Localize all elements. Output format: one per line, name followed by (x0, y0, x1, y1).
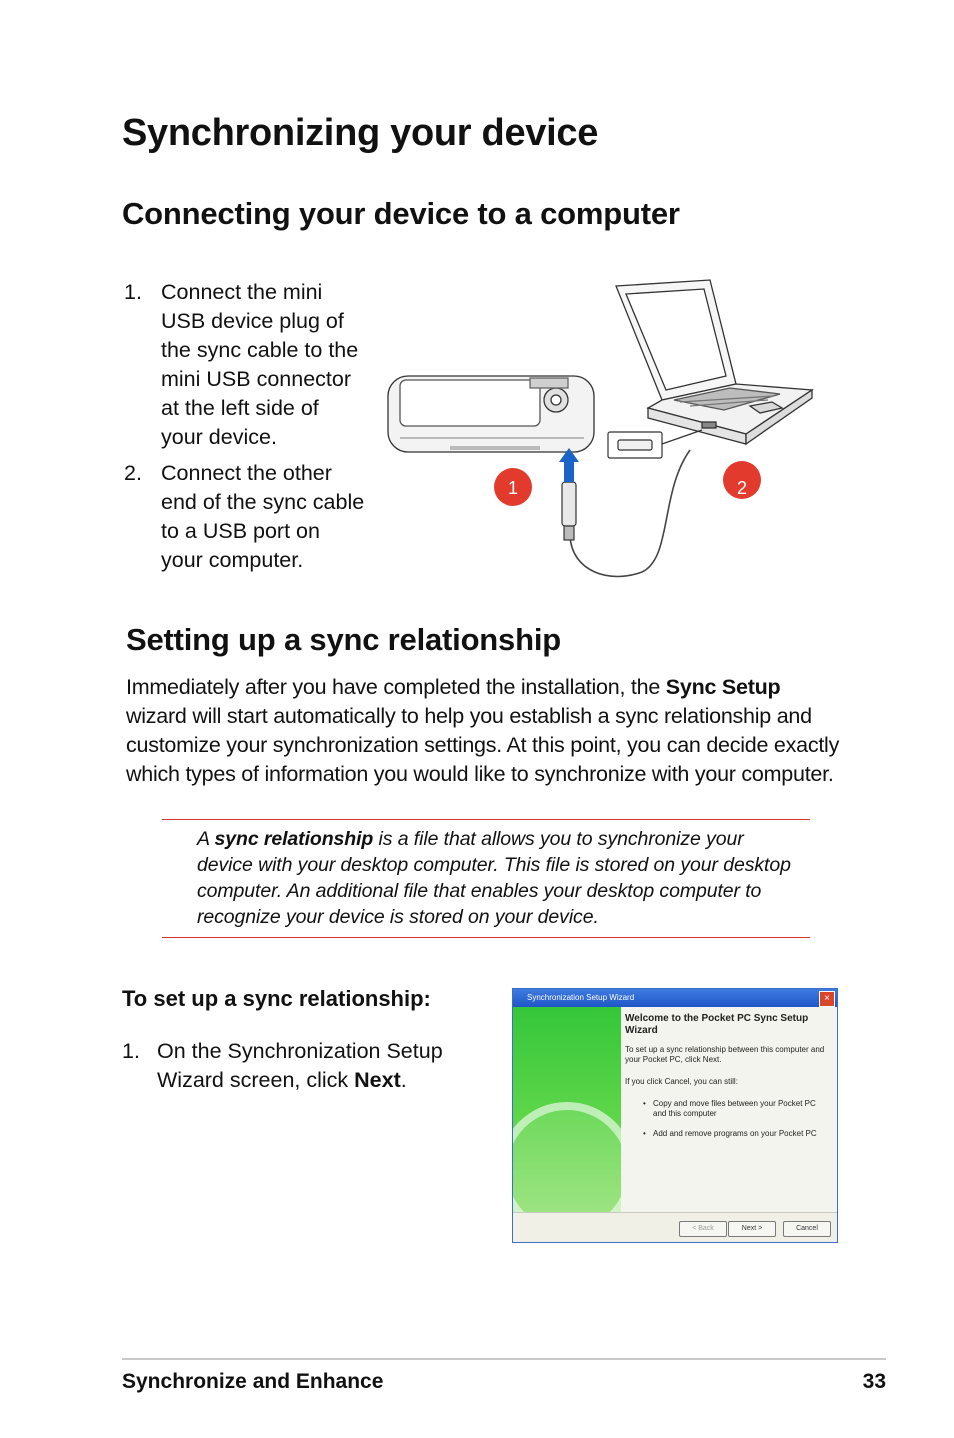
sync-setup-term: Sync Setup (665, 675, 781, 699)
close-icon: × (819, 991, 835, 1007)
sync-arrows-icon (513, 1102, 621, 1212)
paragraph-text: wizard will start automatically to help you establish a sync relationship and customize your synchronization settings. At this point, you can decide exactly which types of information you would like to synchronize with your computer. (126, 704, 840, 786)
step-number: 1. (122, 1039, 140, 1063)
section-heading-connecting: Connecting your device to a computer (122, 196, 680, 231)
wizard-button-bar (513, 1212, 837, 1243)
list-item (122, 1037, 472, 1095)
step-line: Connect the other (161, 461, 332, 485)
step-text: . (400, 1068, 407, 1092)
step-line: mini USB connector (161, 367, 351, 391)
list-item (124, 278, 374, 452)
wizard-bullet: • Copy and move files between your Pocket PC and this computer (625, 1099, 830, 1119)
connection-illustration (380, 272, 820, 588)
step-line: your computer. (161, 548, 304, 572)
step-line: end of the sync cable (161, 490, 365, 514)
connection-steps (124, 278, 374, 582)
intro-paragraph (126, 673, 846, 789)
note-bottom-rule (162, 937, 810, 938)
note-top-rule (162, 819, 810, 820)
list-item (124, 459, 374, 575)
note-text: A (197, 828, 215, 850)
footer-section-title: Synchronize and Enhance (122, 1370, 384, 1393)
step-line: Connect the mini (161, 280, 323, 304)
sync-relationship-term: sync relationship (214, 828, 374, 850)
step-line: your device. (161, 425, 277, 449)
step-line: at the left side of (161, 396, 319, 420)
section-heading-sync: Setting up a sync relationship (126, 622, 561, 657)
wizard-text: If you click Cancel, you can still: (625, 1077, 738, 1086)
definition-note (197, 826, 797, 930)
next-button: Next > (728, 1221, 776, 1237)
paragraph-text: Immediately after you have completed the installation, the (126, 675, 666, 699)
procedure-heading: To set up a sync relationship: (122, 986, 431, 1011)
wizard-content (625, 1013, 830, 1149)
step-number: 1. (124, 280, 142, 304)
page-title: Synchronizing your device (122, 112, 599, 154)
laptop-drawing (616, 280, 812, 444)
page-number: 33 (862, 1370, 886, 1393)
procedure-steps (122, 1037, 472, 1102)
cancel-button: Cancel (783, 1221, 831, 1237)
wizard-title: Synchronization Setup Wizard (527, 993, 635, 1002)
sync-cable (570, 450, 690, 577)
callout-badge-2: 2 (736, 478, 748, 498)
step-line: to a USB port on (161, 519, 320, 543)
step-line: USB device plug of (161, 309, 344, 333)
wizard-text: To set up a sync relationship between this computer and your Pocket PC, click Next. (625, 1045, 825, 1064)
callout-badge-1: 1 (507, 478, 519, 498)
sync-setup-wizard-screenshot (512, 988, 838, 1243)
back-button: < Back (679, 1221, 727, 1237)
step-text: On the Synchronization Setup Wizard screen, click (157, 1039, 443, 1092)
next-term: Next (354, 1068, 401, 1092)
wizard-side-banner (513, 1007, 621, 1212)
step-number: 2. (124, 461, 142, 485)
wizard-title-bar (513, 989, 837, 1007)
wizard-bullet: • Add and remove programs on your Pocket PC (625, 1129, 830, 1139)
insert-arrow (559, 448, 579, 482)
pocket-device-drawing (388, 376, 594, 452)
wizard-heading: Welcome to the Pocket PC Sync Setup Wizard (625, 1013, 809, 1036)
note-text: is a file that allows you to synchronize your device with your desktop computer. This file is stored on your desktop computer. An additional file that enables your desktop computer to recognize your device is stored on your device. (197, 828, 791, 928)
step-line: the sync cable to the (161, 338, 359, 362)
footer-rule (122, 1358, 886, 1360)
